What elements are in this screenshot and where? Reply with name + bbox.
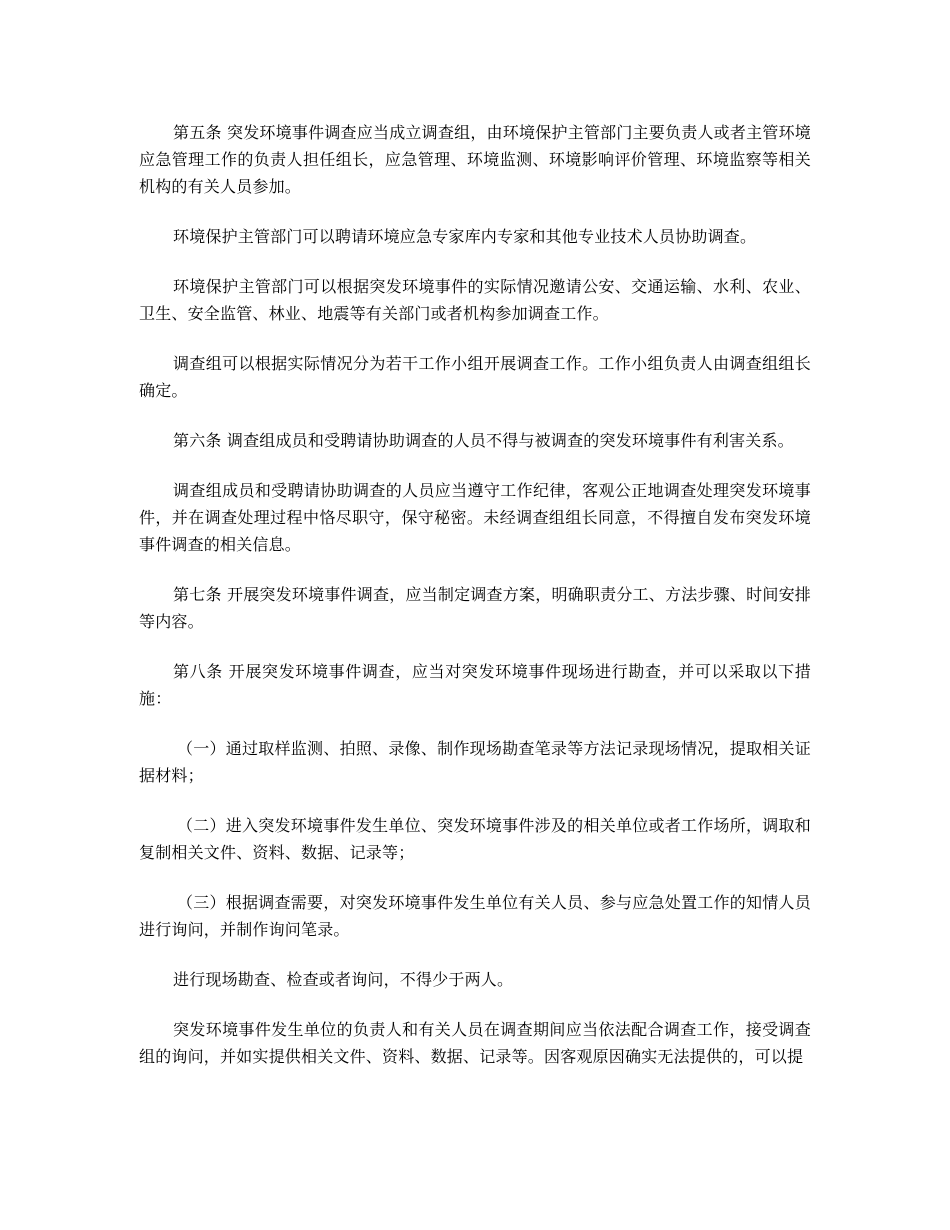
- paragraph-discipline: 调查组成员和受聘请协助调查的人员应当遵守工作纪律，客观公正地调查处理突发环境事件，并在调查处理过程中恪尽职守，保守秘密。未经调查组组长同意，不得擅自发布突发环境事件调查的相关信息。: [139, 481, 811, 554]
- paragraph-article-7: 第七条 开展突发环境事件调查，应当制定调查方案，明确职责分工、方法步骤、时间安排等内容。: [139, 585, 811, 631]
- paragraph-cooperation: 突发环境事件发生单位的负责人和有关人员在调查期间应当依法配合调查工作，接受调查组的询问，并如实提供相关文件、资料、数据、记录等。因客观原因确实无法提供的，可以提: [139, 1020, 811, 1066]
- paragraph-article-5: 第五条 突发环境事件调查应当成立调查组，由环境保护主管部门主要负责人或者主管环境应急管理工作的负责人担任组长，应急管理、环境监测、环境影响评价管理、环境监察等相关机构的有关人员参加。: [139, 123, 811, 196]
- paragraph-experts: 环境保护主管部门可以聘请环境应急专家库内专家和其他专业技术人员协助调查。: [173, 227, 757, 246]
- paragraph-two-persons: 进行现场勘查、检查或者询问，不得少于两人。: [173, 970, 514, 989]
- paragraph-working-groups: 调查组可以根据实际情况分为若干工作小组开展调查工作。工作小组负责人由调查组组长确定。: [139, 354, 811, 400]
- list-item-measure-1: （一）通过取样监测、拍照、录像、制作现场勘查笔录等方法记录现场情况，提取相关证据材料；: [139, 739, 811, 785]
- paragraph-article-8: 第八条 开展突发环境事件调查，应当对突发环境事件现场进行勘查，并可以采取以下措施：: [139, 662, 811, 708]
- paragraph-invite-departments: 环境保护主管部门可以根据突发环境事件的实际情况邀请公安、交通运输、水利、农业、卫生、安全监管、林业、地震等有关部门或者机构参加调查工作。: [139, 277, 811, 323]
- list-item-measure-3: （三）根据调查需要，对突发环境事件发生单位有关人员、参与应急处置工作的知情人员进行询问，并制作询问笔录。: [139, 893, 811, 939]
- document-body: [139, 119, 811, 1093]
- list-item-measure-2: （二）进入突发环境事件发生单位、突发环境事件涉及的相关单位或者工作场所，调取和复制相关文件、资料、数据、记录等；: [139, 816, 811, 862]
- paragraph-article-6: 第六条 调查组成员和受聘请协助调查的人员不得与被调查的突发环境事件有利害关系。: [173, 431, 794, 450]
